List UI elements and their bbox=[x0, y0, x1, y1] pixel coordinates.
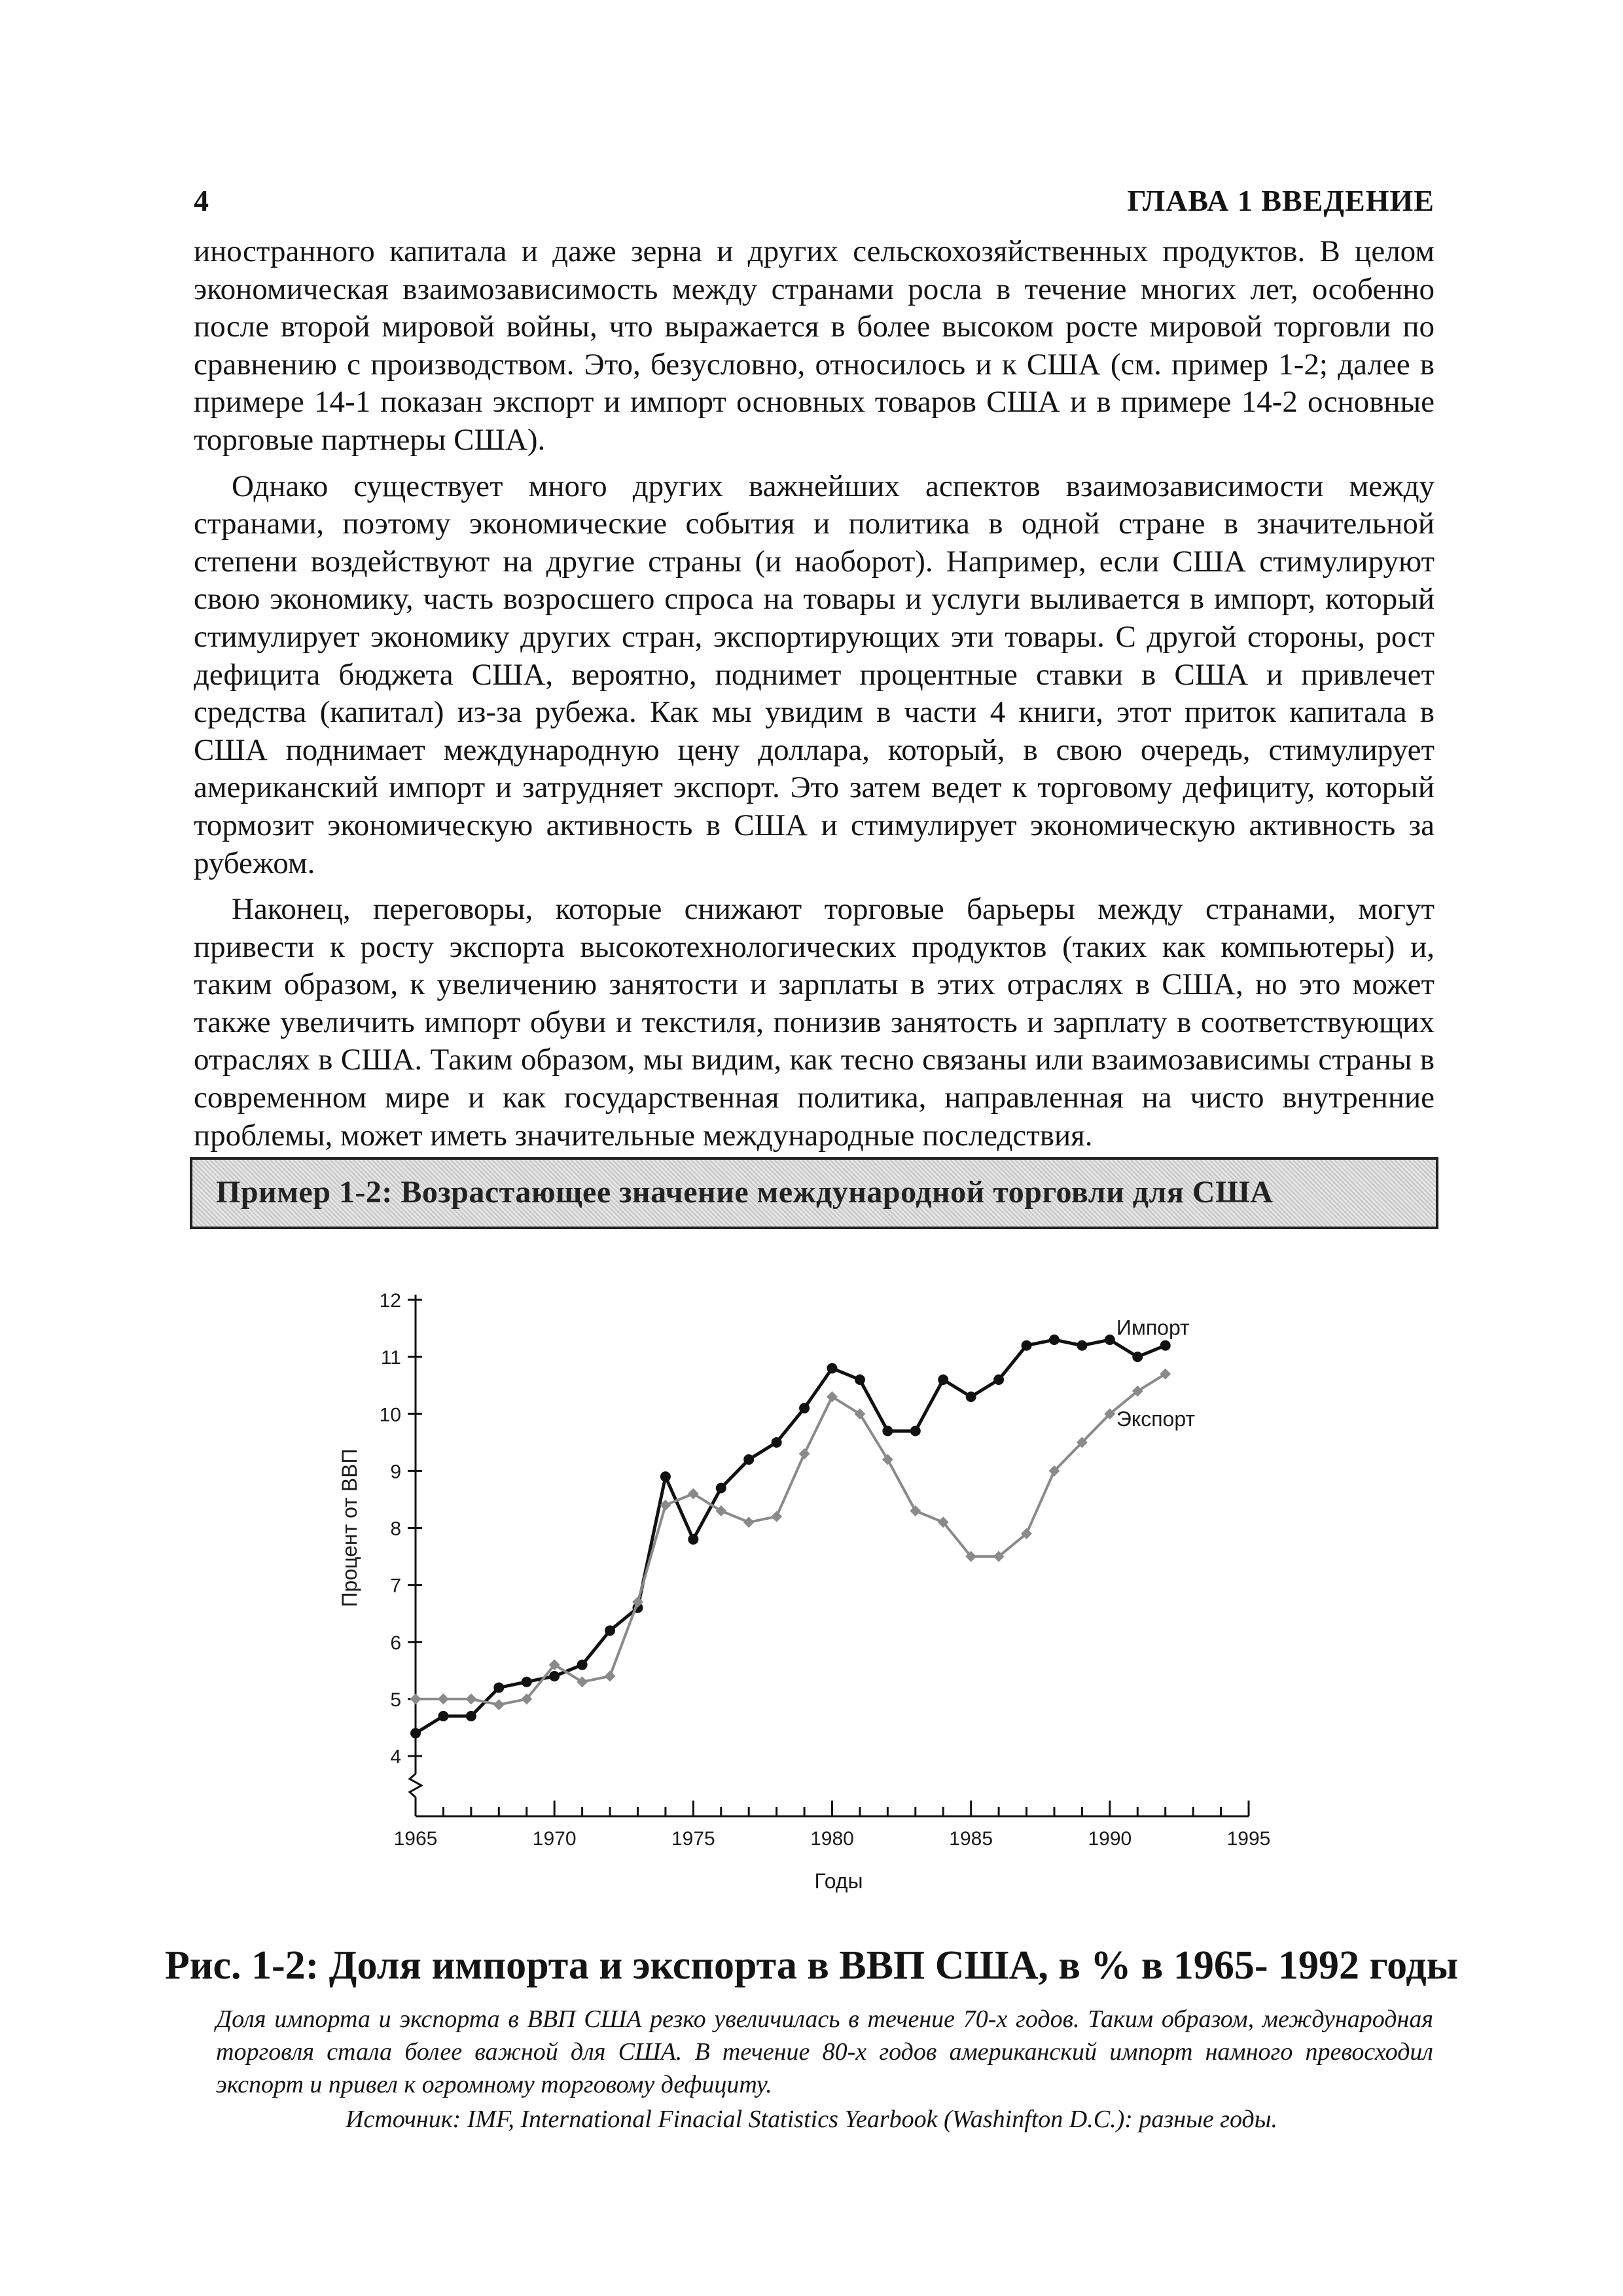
export-point bbox=[605, 1671, 616, 1682]
example-title: Пример 1-2: Возрастающее значение международной торговли для США bbox=[216, 1175, 1274, 1210]
x-tick-label: 1995 bbox=[1226, 1828, 1271, 1850]
import-point bbox=[522, 1677, 532, 1687]
import-point bbox=[910, 1426, 921, 1436]
import-point bbox=[855, 1374, 865, 1385]
chart-svg bbox=[301, 1250, 1296, 1937]
import-point bbox=[938, 1374, 948, 1385]
y-tick-label: 9 bbox=[390, 1461, 401, 1483]
import-point bbox=[799, 1403, 810, 1414]
import-point bbox=[577, 1660, 588, 1670]
export-point bbox=[743, 1516, 755, 1528]
figure-caption-description: Доля импорта и экспорта в ВВП США резко увеличилась в течение 70-х годов. Таким образом, международная торговля стала более важной для США. В течение 80-х годов американский импорт намного превосходил экспорт и привел к огромному торговому дефициту. bbox=[216, 2005, 1433, 2098]
import-point bbox=[1077, 1340, 1087, 1351]
paragraph: иностранного капитала и даже зерна и других сельскохозяйственных продуктов. В целом экономическая взаимозависимость между странами росла в течение многих лет, особенно после второй мировой войны, что выражается в более высоком росте мировой торговли по сравнению с производством. Это, безусловно, относилось и к США (см. пример 1-2; далее в примере 14-1 показан экспорт и импорт основных товаров США и в примере 14-2 основные торговые партнеры США). bbox=[194, 234, 1435, 457]
series-label-import: Импорт bbox=[1116, 1316, 1190, 1340]
import-point bbox=[827, 1363, 838, 1374]
figure-caption-title: Рис. 1-2: Доля импорта и экспорта в ВВП США, в % в 1965- 1992 годы bbox=[164, 1943, 1459, 1988]
import-point bbox=[966, 1391, 976, 1402]
y-tick-label: 5 bbox=[390, 1689, 401, 1711]
x-tick-label: 1965 bbox=[393, 1828, 438, 1850]
chapter-title: ГЛАВА 1 ВВЕДЕНИЕ bbox=[1127, 184, 1435, 217]
import-point bbox=[688, 1534, 698, 1545]
import-point bbox=[1049, 1335, 1060, 1345]
series-label-export: Экспорт bbox=[1116, 1407, 1196, 1431]
x-tick-label: 1970 bbox=[532, 1828, 577, 1850]
x-tick-label: 1990 bbox=[1088, 1828, 1132, 1850]
chart bbox=[301, 1250, 1296, 1937]
y-tick-label: 4 bbox=[390, 1746, 401, 1768]
x-tick-label: 1975 bbox=[671, 1828, 715, 1850]
series-line-import bbox=[416, 1340, 1166, 1733]
import-point bbox=[1022, 1340, 1032, 1351]
y-tick-label: 7 bbox=[390, 1575, 401, 1597]
x-tick-label: 1985 bbox=[949, 1828, 993, 1850]
import-point bbox=[772, 1437, 782, 1448]
import-point bbox=[993, 1374, 1004, 1385]
paragraph: Наконец, переговоры, которые снижают торговые барьеры между странами, могут привести к росту экспорта высокотехнологических продуктов (таких как компьютеры) и, таким образом, к увеличению занятости и зарплаты в этих отраслях в США, но это может также увеличить импорт обуви и текстиля, понизив занятость и зарплату в соответствующих отраслях в США. Таким образом, мы видим, как тесно связаны или взаимозависимы страны в современном мире и как государственная политика, направленная на чисто внутренние проблемы, может иметь значительные международные последствия. bbox=[194, 892, 1435, 1153]
import-point bbox=[716, 1483, 726, 1494]
y-axis-break bbox=[410, 1774, 421, 1797]
y-tick-label: 10 bbox=[379, 1404, 401, 1426]
import-point bbox=[1160, 1340, 1171, 1351]
y-tick-label: 12 bbox=[379, 1290, 401, 1312]
import-point bbox=[1132, 1352, 1143, 1362]
figure-caption-source: Источник: IMF, International Finacial Statistics Yearbook (Washinfton D.C.): разные годы. bbox=[346, 2106, 1277, 2133]
export-point bbox=[465, 1693, 476, 1704]
import-point bbox=[493, 1682, 504, 1693]
import-point bbox=[1105, 1335, 1115, 1345]
import-point bbox=[549, 1671, 560, 1681]
import-point bbox=[438, 1711, 448, 1721]
x-axis-label: Годы bbox=[814, 1869, 863, 1893]
export-point bbox=[799, 1448, 810, 1460]
export-point bbox=[771, 1511, 782, 1522]
body-text bbox=[194, 233, 1435, 1163]
x-tick-label: 1980 bbox=[810, 1828, 854, 1850]
import-point bbox=[466, 1711, 476, 1721]
paragraph: Однако существует много других важнейших аспектов взаимозависимости между странами, поэтому экономические события и политика в одной стране в значительной степени воздействуют на другие страны (и наоборот). Например, если США стимулируют свою экономику, часть возросшего спроса на товары и услуги выливается в импорт, который стимулирует экономику других стран, экспортирующих эти товары. С другой стороны, рост дефицита бюджета США, вероятно, поднимет процентные ставки в США и привлечет средства (капитал) из-за рубежа. Как мы увидим в части 4 книги, этот приток капитала в США поднимает международную цену доллара, который, в свою очередь, стимулирует американский импорт и затрудняет экспорт. Это затем ведет к торговому дефициту, который тормозит экономическую активность в США и стимулирует экономическую активность за рубежом. bbox=[194, 469, 1435, 880]
page-header bbox=[194, 175, 1435, 221]
import-point bbox=[410, 1728, 421, 1738]
y-tick-label: 8 bbox=[390, 1518, 401, 1540]
export-point bbox=[410, 1693, 421, 1704]
example-box bbox=[190, 1157, 1438, 1229]
y-tick-label: 6 bbox=[390, 1632, 401, 1654]
page-number: 4 bbox=[194, 184, 209, 217]
export-point bbox=[438, 1693, 449, 1704]
y-axis-label: Процент от ВВП bbox=[338, 1448, 361, 1607]
y-tick-label: 11 bbox=[380, 1347, 401, 1369]
import-point bbox=[743, 1454, 754, 1465]
import-point bbox=[882, 1426, 893, 1436]
import-point bbox=[605, 1625, 615, 1636]
export-point bbox=[493, 1699, 505, 1710]
import-point bbox=[660, 1471, 671, 1482]
export-point bbox=[910, 1505, 921, 1516]
